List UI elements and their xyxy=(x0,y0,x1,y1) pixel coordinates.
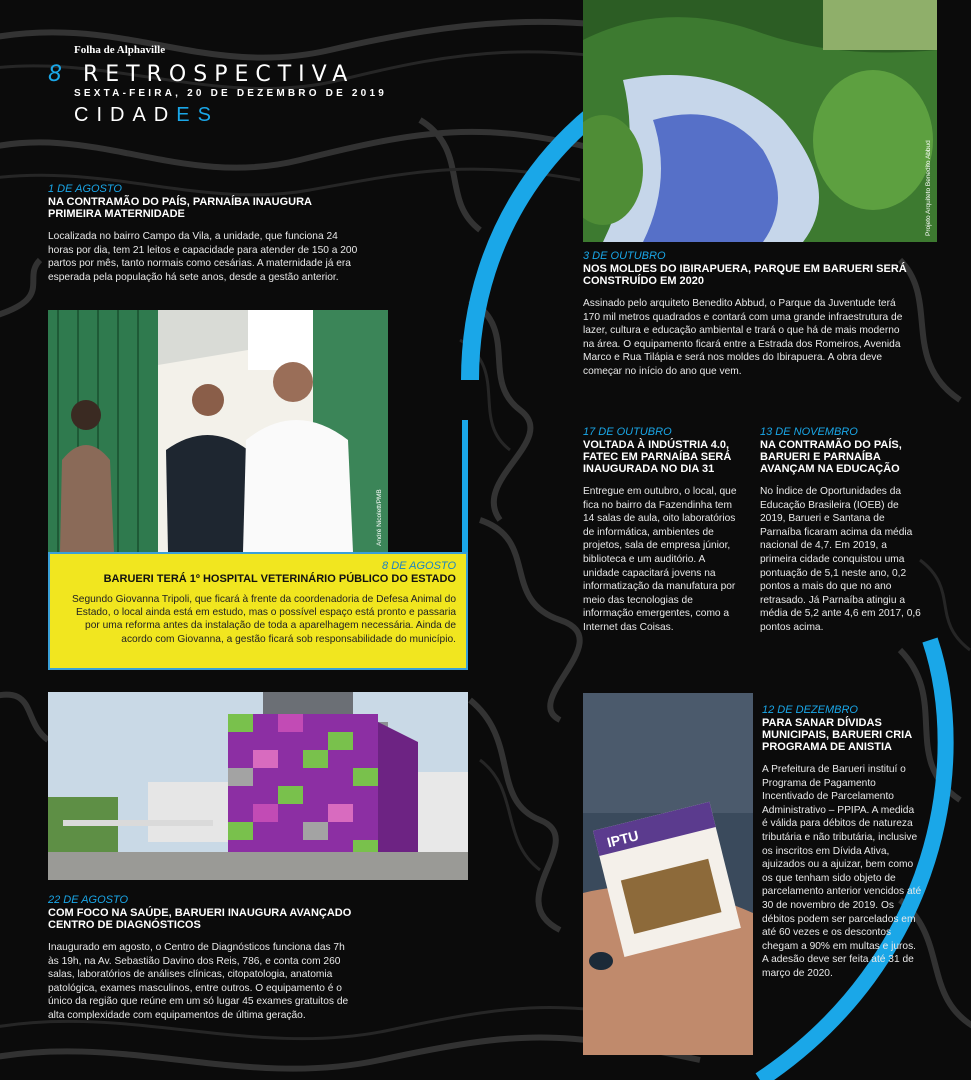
article-headline: BARUERI TERÁ 1º HOSPITAL VETERINÁRIO PÚBLICO DO ESTADO xyxy=(103,573,456,585)
dateline: SEXTA-FEIRA, 20 DE DEZEMBRO DE 2019 xyxy=(74,88,387,99)
photo-iptu-image xyxy=(583,693,753,1055)
article-date: 12 DE DEZEMBRO xyxy=(762,704,858,716)
section-title xyxy=(74,104,219,127)
photo-park-image xyxy=(583,0,937,242)
photo-visit xyxy=(48,310,388,552)
article-date: 13 DE NOVEMBRO xyxy=(760,426,858,438)
article-date: 1 DE AGOSTO xyxy=(48,183,122,195)
article-date: 8 DE AGOSTO xyxy=(382,560,456,572)
article-body: Localizada no bairro Campo da Vila, a unidade, que funciona 24 horas por dia, tem 21 leitos e capacidade para atender de 150 a 200 partos por mês, tanto normais como cesárias. A maternidade já era esperada pela população há sete anos, desde a gestão anterior. xyxy=(48,231,358,283)
article-body: Assinado pelo arquiteto Benedito Abbud, o Parque da Juventude terá 170 mil metros quadrados e contará com uma grande infraestrutura de lazer, cultura e educação ambiental e trará o que há de mais moderno na área. O equipamento ficará entre a Estrada dos Romeiros, Avenida Marco e Rua Tilápia e será nos moldes do Ibirapuera. A obra deve começar no início do ano que vem. xyxy=(583,298,903,377)
article-headline: COM FOCO NA SAÚDE, BARUERI INAUGURA AVANÇADO CENTRO DE DIAGNÓSTICOS xyxy=(48,907,352,931)
article-body: Entregue em outubro, o local, que fica no bairro da Fazendinha tem 14 salas de aula, oito laboratórios de informática, ambientes de projetos, sala de empresa júnior, biblioteca e um auditório. A unidade capacitará jovens na informatização da manufatura por meio das tecnologias de informação emergentes, como a Internet das Coisas. xyxy=(583,486,737,633)
article-body: Inaugurado em agosto, o Centro de Diagnósticos funciona das 7h às 19h, na Av. Sebastião Davino dos Reis, 786, e conta com 260 salas, laboratórios de análises clínicas, citopatologia, anatomia patológica, exames masculinos, entre outros. O equipamento é o único da região que reúne em um só lugar 45 exames gratuitos de alta complexidade com equipamentos de última geração. xyxy=(48,942,349,1021)
page-number: 8 xyxy=(48,62,69,87)
article-12-dezembro xyxy=(762,704,922,981)
article-body: Segundo Giovanna Tripoli, que ficará à frente da coordenadoria de Defesa Animal do Estado, o local ainda está em estudo, mas o possível espaço está pronto e passaria por uma reforma antes da instalação de toda a aparelhagem necessária. Ainda de acordo com Giovanna, a gestão ficará sob responsabilidade do município. xyxy=(72,594,456,645)
article-body: No Índice de Oportunidades da Educação Brasileira (IOEB) de 2019, Barueri e Santana de Parnaíba ficaram acima da média nacional de 4,7. Em 2019, a primeira cidade conquistou uma pontuação de 5,1 neste ano, 0,2 pontos a mais do que no ano retrasado. Já Parnaíba atingiu a média de 5,2 ante 4,6 em 2017, 0,6 pontos acima. xyxy=(760,486,921,633)
article-date: 17 DE OUTUBRO xyxy=(583,426,672,438)
photo-visit-image xyxy=(48,310,388,552)
article-headline: PARA SANAR DÍVIDAS MUNICIPAIS, BARUERI CRIA PROGRAMA DE ANISTIA xyxy=(762,717,912,753)
article-22-agosto xyxy=(48,894,358,1023)
photo-credit: André Nicolett/PMB xyxy=(376,489,383,546)
article-17-outubro xyxy=(583,426,741,635)
retrospectiva-title xyxy=(48,62,354,87)
article-headline: VOLTADA À INDÚSTRIA 4.0, FATEC EM PARNAÍBA SERÁ INAUGURADA NO DIA 31 xyxy=(583,439,732,475)
retrospectiva-word: RETROSPECTIVA xyxy=(83,62,355,87)
masthead: Folha de Alphaville xyxy=(74,44,166,56)
article-date: 3 DE OUTUBRO xyxy=(583,250,666,262)
article-headline: NA CONTRAMÃO DO PAÍS, PARNAÍBA INAUGURA PRIMEIRA MATERNIDADE xyxy=(48,196,312,220)
article-1-agosto xyxy=(48,183,363,284)
photo-iptu-booklet xyxy=(583,693,753,1055)
article-body: A Prefeitura de Barueri instituí o Programa de Pagamento Incentivado de Parcelamento Administrativo – PPIPA. A medida é válida para débitos de natureza tributária e não tributária, inclusive os inscritos em Dívida Ativa, ajuizados ou a ajuizar, bem como os que tenham sido objeto de parcelamento anterior vencidos até 30 de novembro de 2019. Os débitos podem ser parcelados em até 60 vezes e os descontos chegam a 90% em multas e juros. A adesão deve ser feita até 31 de março de 2020. xyxy=(762,764,922,979)
article-headline: NA CONTRAMÃO DO PAÍS, BARUERI E PARNAÍBA AVANÇAM NA EDUCAÇÃO xyxy=(760,439,902,475)
article-13-novembro xyxy=(760,426,922,635)
photo-diagnostics-center xyxy=(48,692,468,880)
booklet-title: IPTU xyxy=(605,827,641,851)
photo-diagnostics-image xyxy=(48,692,468,880)
photo-credit: Projeto Arquiteto Benedito Abbud xyxy=(925,140,932,236)
article-headline: NOS MOLDES DO IBIRAPUERA, PARQUE EM BARUERI SERÁ CONSTRUÍDO EM 2020 xyxy=(583,263,907,287)
photo-park-rendering xyxy=(583,0,937,242)
section-main: CIDAD xyxy=(74,104,177,126)
article-8-agosto xyxy=(48,552,468,670)
section-accent: ES xyxy=(176,104,219,126)
article-3-outubro xyxy=(583,250,913,379)
article-date: 22 DE AGOSTO xyxy=(48,894,129,906)
